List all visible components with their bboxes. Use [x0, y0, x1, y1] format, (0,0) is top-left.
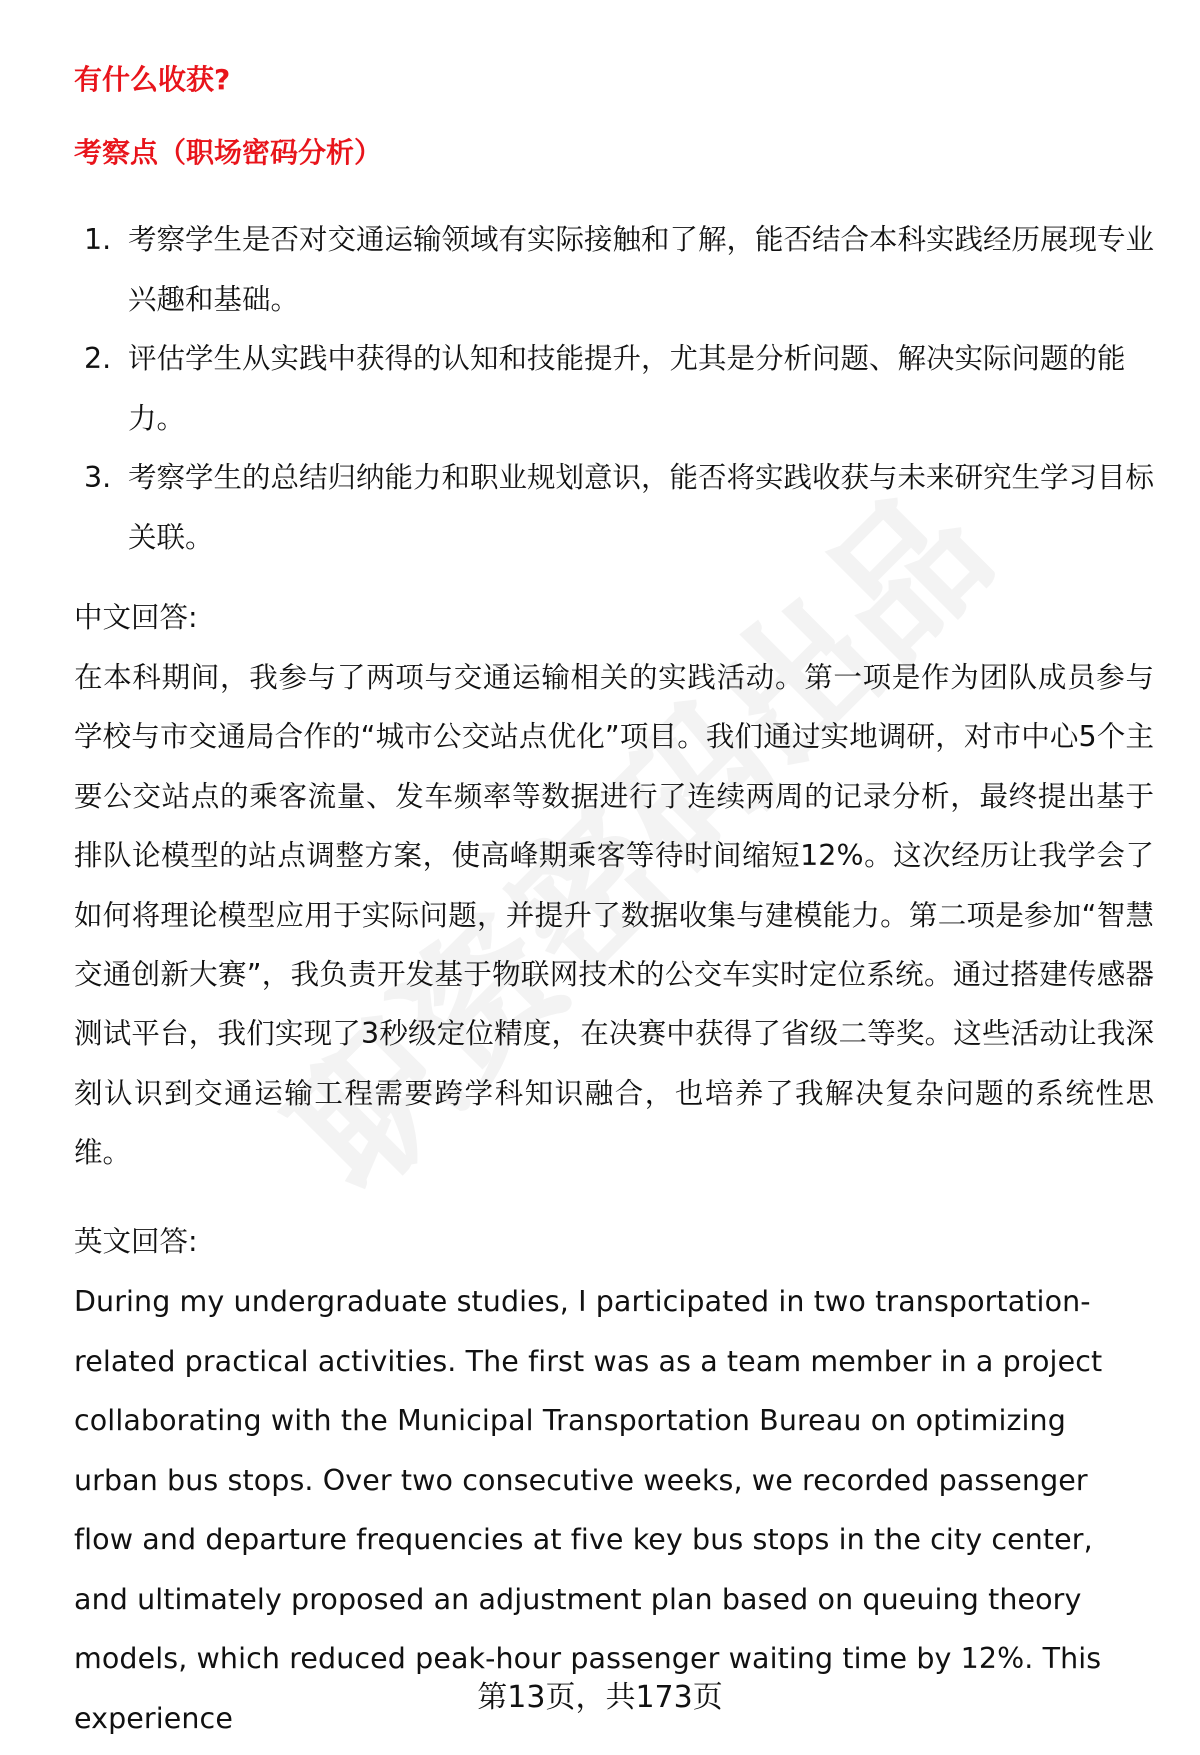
focus-points-list	[74, 210, 1154, 567]
chinese-answer-label: 中文回答:	[74, 601, 198, 634]
list-item-text: 考察学生是否对交通运输领域有实际接触和了解，能否结合本科实践经历展现专业兴趣和基础。	[128, 223, 1155, 316]
list-item	[74, 210, 1154, 329]
list-item-text: 考察学生的总结归纳能力和职业规划意识，能否将实践收获与未来研究生学习目标关联。	[128, 461, 1155, 554]
list-item-number: 1.	[84, 223, 112, 256]
english-answer-text: During my undergraduate studies, I participated in two transportation-related practical activities. The first was as a team member in a project collaborating with the Municipal Transportation Bureau on optimizing urban bus stops. Over two consecutive weeks, we recorded passenger flow and departure frequencies at five key bus stops in the city center, and ultimately proposed an adjustment plan based on queuing theory models, which reduced peak-hour passenger waiting time by 12%. This experience	[74, 1285, 1103, 1735]
chinese-answer-text: 在本科期间，我参与了两项与交通运输相关的实践活动。第一项是作为团队成员参与学校与市交通局合作的“城市公交站点优化”项目。我们通过实地调研，对市中心5个主要公交站点的乘客流量、发车频率等数据进行了连续两周的记录分析，最终提出基于排队论模型的站点调整方案，使高峰期乘客等待时间缩短12%。这次经历让我学会了如何将理论模型应用于实际问题，并提升了数据收集与建模能力。第二项是参加“智慧交通创新大赛”，我负责开发基于物联网技术的公交车实时定位系统。通过搭建传感器测试平台，我们实现了3秒级定位精度，在决赛中获得了省级二等奖。这些活动让我深刻认识到交通运输工程需要跨学科知识融合，也培养了我解决复杂问题的系统性思维。	[74, 661, 1154, 1170]
list-item	[74, 329, 1154, 448]
list-item-text: 评估学生从实践中获得的认知和技能提升，尤其是分析问题、解决实际问题的能力。	[128, 342, 1126, 435]
english-answer-label: 英文回答:	[74, 1225, 198, 1258]
list-item-number: 2.	[84, 342, 112, 375]
focus-points-heading: 考察点（职场密码分析）	[74, 136, 383, 169]
list-item	[74, 448, 1154, 567]
page-indicator: 第13页，共173页	[477, 1680, 723, 1715]
question-heading: 有什么收获?	[74, 63, 231, 96]
list-item-number: 3.	[84, 461, 112, 494]
